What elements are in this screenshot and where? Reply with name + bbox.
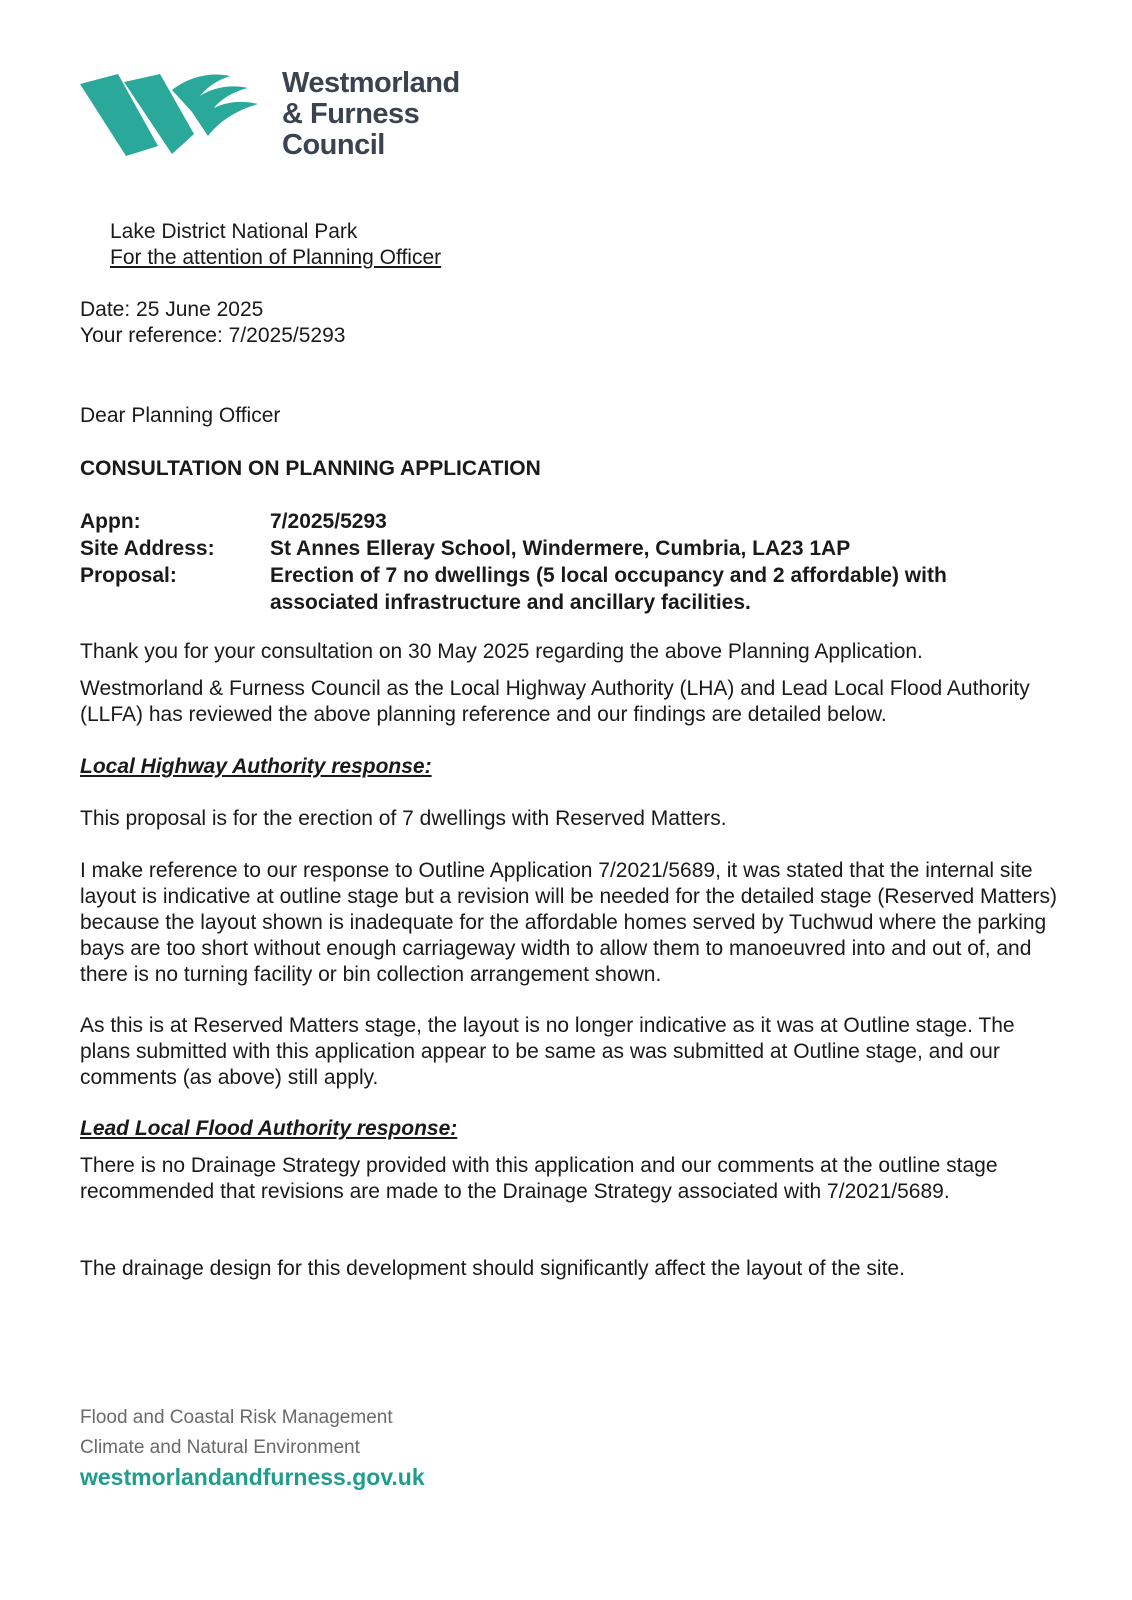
llfa-paragraph-2: The drainage design for this development should significantly affect the layout of the site. bbox=[80, 1257, 905, 1280]
recipient-attention: For the attention of Planning Officer bbox=[110, 246, 442, 269]
recipient-block bbox=[110, 219, 441, 271]
letter-date: Date: 25 June 2025 bbox=[80, 298, 264, 321]
letter-heading: CONSULTATION ON PLANNING APPLICATION bbox=[80, 457, 541, 480]
site-address-row bbox=[80, 535, 1030, 562]
application-row bbox=[80, 508, 1030, 535]
footer-line-2: Climate and Natural Environment bbox=[80, 1437, 360, 1458]
recipient-name: Lake District National Park bbox=[110, 220, 358, 243]
thanks-paragraph: Thank you for your consultation on 30 May 2025 regarding the above Planning Application. bbox=[80, 640, 923, 663]
proposal-label: Proposal: bbox=[80, 564, 177, 587]
logo-line-1: Westmorland bbox=[282, 67, 460, 99]
council-logo bbox=[80, 68, 480, 164]
footer-department bbox=[80, 1403, 393, 1463]
proposal-value: Erection of 7 no dwellings (5 local occupancy and 2 affordable) with associated infrastructure and ancillary facilities. bbox=[270, 564, 947, 614]
lha-paragraph-1: This proposal is for the erection of 7 dwellings with Reserved Matters. bbox=[80, 807, 727, 830]
footer-website-link[interactable]: westmorlandandfurness.gov.uk bbox=[80, 1464, 425, 1490]
llfa-paragraph-1: There is no Drainage Strategy provided with this application and our comments at the outline stage recommended that revisions are made to the Drainage Strategy associated with 7/2021/5689. bbox=[80, 1154, 998, 1203]
appn-value: 7/2025/5293 bbox=[270, 510, 387, 533]
lha-section-heading: Local Highway Authority response: bbox=[80, 755, 432, 778]
lha-paragraph-3: As this is at Reserved Matters stage, the layout is no longer indicative as it was at Outline stage. The plans submitted with this application appear to be same as was submitted at Outline stage, and our comments (as above) still apply. bbox=[80, 1014, 1015, 1089]
site-address-value: St Annes Elleray School, Windermere, Cumbria, LA23 1AP bbox=[270, 537, 851, 560]
letter-meta bbox=[80, 297, 345, 349]
footer-line-1: Flood and Coastal Risk Management bbox=[80, 1407, 393, 1428]
proposal-row bbox=[80, 562, 1030, 616]
council-logo-icon bbox=[80, 72, 270, 162]
site-address-label: Site Address: bbox=[80, 537, 215, 560]
appn-label: Appn: bbox=[80, 510, 141, 533]
salutation: Dear Planning Officer bbox=[80, 404, 281, 427]
lha-paragraph-2: I make reference to our response to Outline Application 7/2021/5689, it was stated that the internal site layout is indicative at outline stage but a revision will be needed for the detailed stage (Reserved Matters) because the layout shown is inadequate for the affordable homes served by Tuchwud where the parking bays are too short without enough carriageway width to allow them to manoeuvred into and out of, and there is no turning facility or bin collection arrangement shown. bbox=[80, 859, 1058, 986]
letter-reference: Your reference: 7/2025/5293 bbox=[80, 324, 346, 347]
llfa-section-heading: Lead Local Flood Authority response: bbox=[80, 1117, 458, 1140]
logo-line-2: & Furness bbox=[282, 98, 420, 130]
council-name bbox=[282, 68, 460, 161]
application-details bbox=[80, 508, 1030, 616]
intro-paragraph: Westmorland & Furness Council as the Local Highway Authority (LHA) and Lead Local Flood Authority (LLFA) has reviewed the above planning reference and our findings are detailed below. bbox=[80, 677, 1030, 726]
logo-line-3: Council bbox=[282, 129, 385, 161]
